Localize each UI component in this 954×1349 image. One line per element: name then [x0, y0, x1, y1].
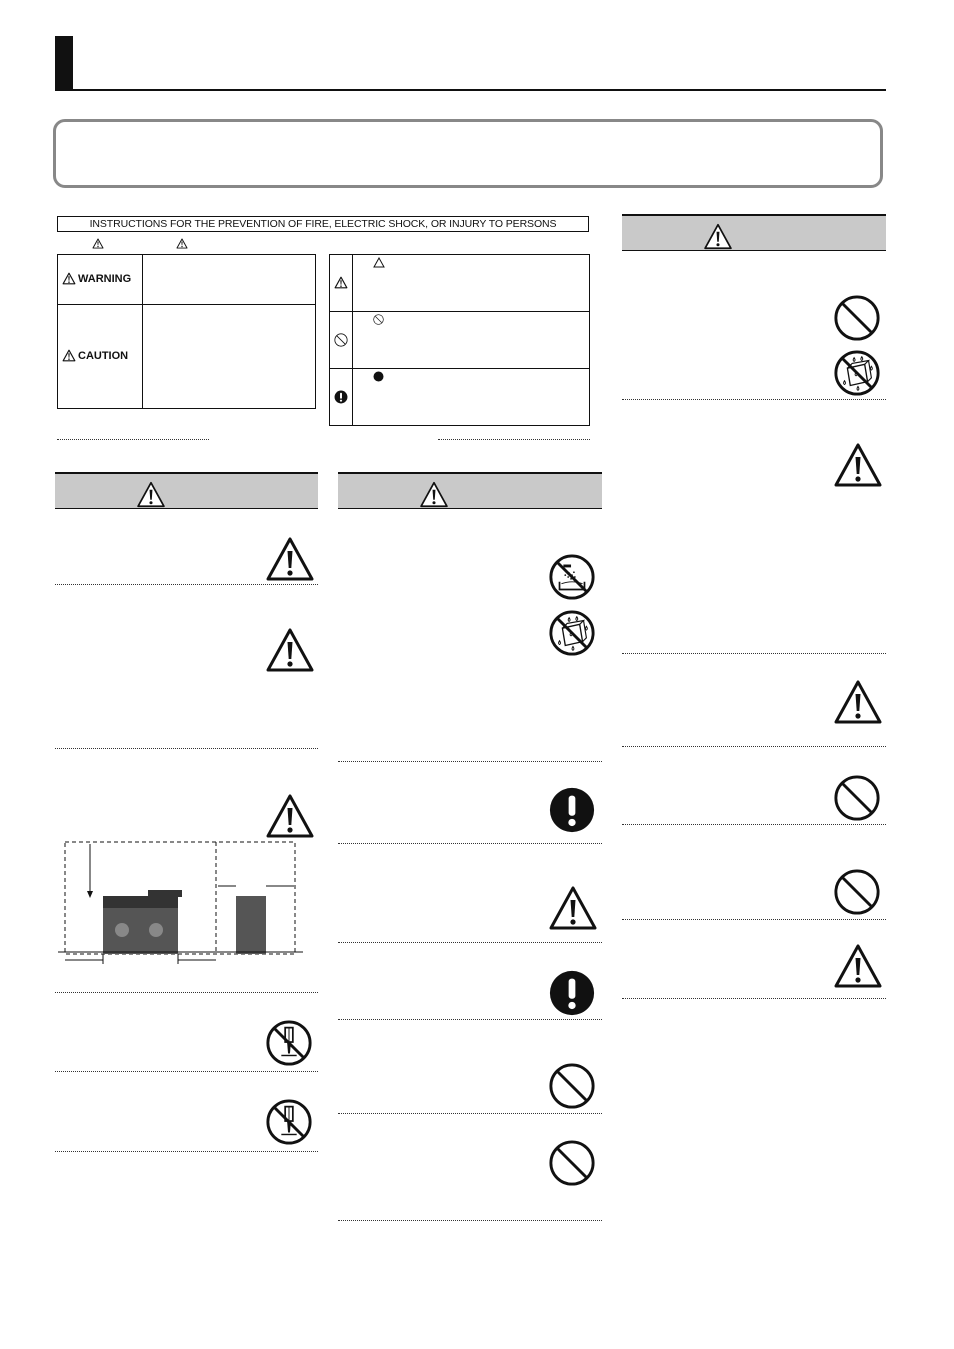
prohibited-icon — [548, 1139, 596, 1187]
amp-clearance-diagram — [58, 838, 303, 966]
divider — [622, 746, 886, 747]
divider — [55, 584, 318, 585]
no-water-spray-icon — [548, 553, 596, 601]
divider — [338, 942, 602, 943]
divider — [57, 439, 209, 440]
divider — [338, 1019, 602, 1020]
prohibited-icon — [833, 294, 881, 342]
divider — [338, 761, 602, 762]
divider — [55, 1151, 318, 1152]
symbol-row-caution — [330, 255, 589, 312]
legend-warning-label — [62, 272, 140, 285]
prohibited-icon — [833, 774, 881, 822]
warning-triangle-icon — [419, 481, 449, 508]
warning-triangle-icon — [832, 943, 884, 989]
divider — [338, 1220, 602, 1221]
no-liquid-container-icon — [833, 349, 881, 397]
warning-triangle-icon — [264, 536, 316, 582]
no-disassemble-icon — [265, 1098, 313, 1146]
instructions-title: INSTRUCTIONS FOR THE PREVENTION OF FIRE, ELECTRIC SHOCK, OR INJURY TO PERSONS — [57, 216, 589, 232]
divider — [438, 439, 590, 440]
page-title-bar — [55, 36, 73, 90]
notice-box — [53, 119, 883, 188]
symbol-row-mandatory — [330, 369, 589, 425]
section-header-warning — [55, 472, 318, 509]
warning-label-text: WARNING — [78, 272, 132, 285]
warning-triangle-icon — [264, 627, 316, 673]
divider — [338, 1113, 602, 1114]
symbol-table-divider — [352, 255, 353, 425]
warning-triangle-icon — [62, 349, 76, 362]
symbol-meaning-table — [329, 254, 590, 426]
warning-triangle-icon — [92, 238, 104, 249]
symbol-row-prohibited — [330, 312, 589, 369]
divider — [622, 824, 886, 825]
divider — [622, 653, 886, 654]
warning-triangle-icon — [176, 238, 188, 249]
warning-triangle-icon — [832, 679, 884, 725]
divider — [55, 992, 318, 993]
divider — [55, 1071, 318, 1072]
filled-circle-icon — [373, 371, 384, 382]
warning-triangle-icon — [832, 442, 884, 488]
prohibited-icon — [373, 314, 384, 325]
warning-triangle-icon — [136, 481, 166, 508]
mandatory-action-icon — [334, 390, 348, 404]
divider — [622, 998, 886, 999]
section-header-warning — [338, 472, 602, 509]
warning-triangle-icon — [62, 272, 76, 285]
outline-triangle-icon — [373, 257, 385, 268]
warning-caution-legend — [57, 254, 316, 409]
no-disassemble-icon — [265, 1019, 313, 1067]
prohibited-icon — [833, 868, 881, 916]
warning-triangle-icon — [547, 885, 599, 931]
warning-triangle-icon — [703, 223, 733, 250]
mandatory-action-icon — [548, 786, 596, 834]
divider — [338, 843, 602, 844]
section-header-caution — [622, 214, 886, 251]
legend-divider — [142, 255, 143, 408]
caution-label-text: CAUTION — [78, 349, 129, 362]
no-liquid-container-icon — [548, 609, 596, 657]
prohibited-icon — [548, 1062, 596, 1110]
divider — [55, 748, 318, 749]
warning-triangle-icon — [334, 276, 348, 289]
divider — [622, 399, 886, 400]
prohibited-icon — [334, 333, 348, 347]
legend-caution-label — [62, 349, 140, 362]
divider — [622, 919, 886, 920]
warning-triangle-icon — [264, 793, 316, 839]
mandatory-action-icon — [548, 969, 596, 1017]
page-title-rule — [55, 89, 886, 91]
